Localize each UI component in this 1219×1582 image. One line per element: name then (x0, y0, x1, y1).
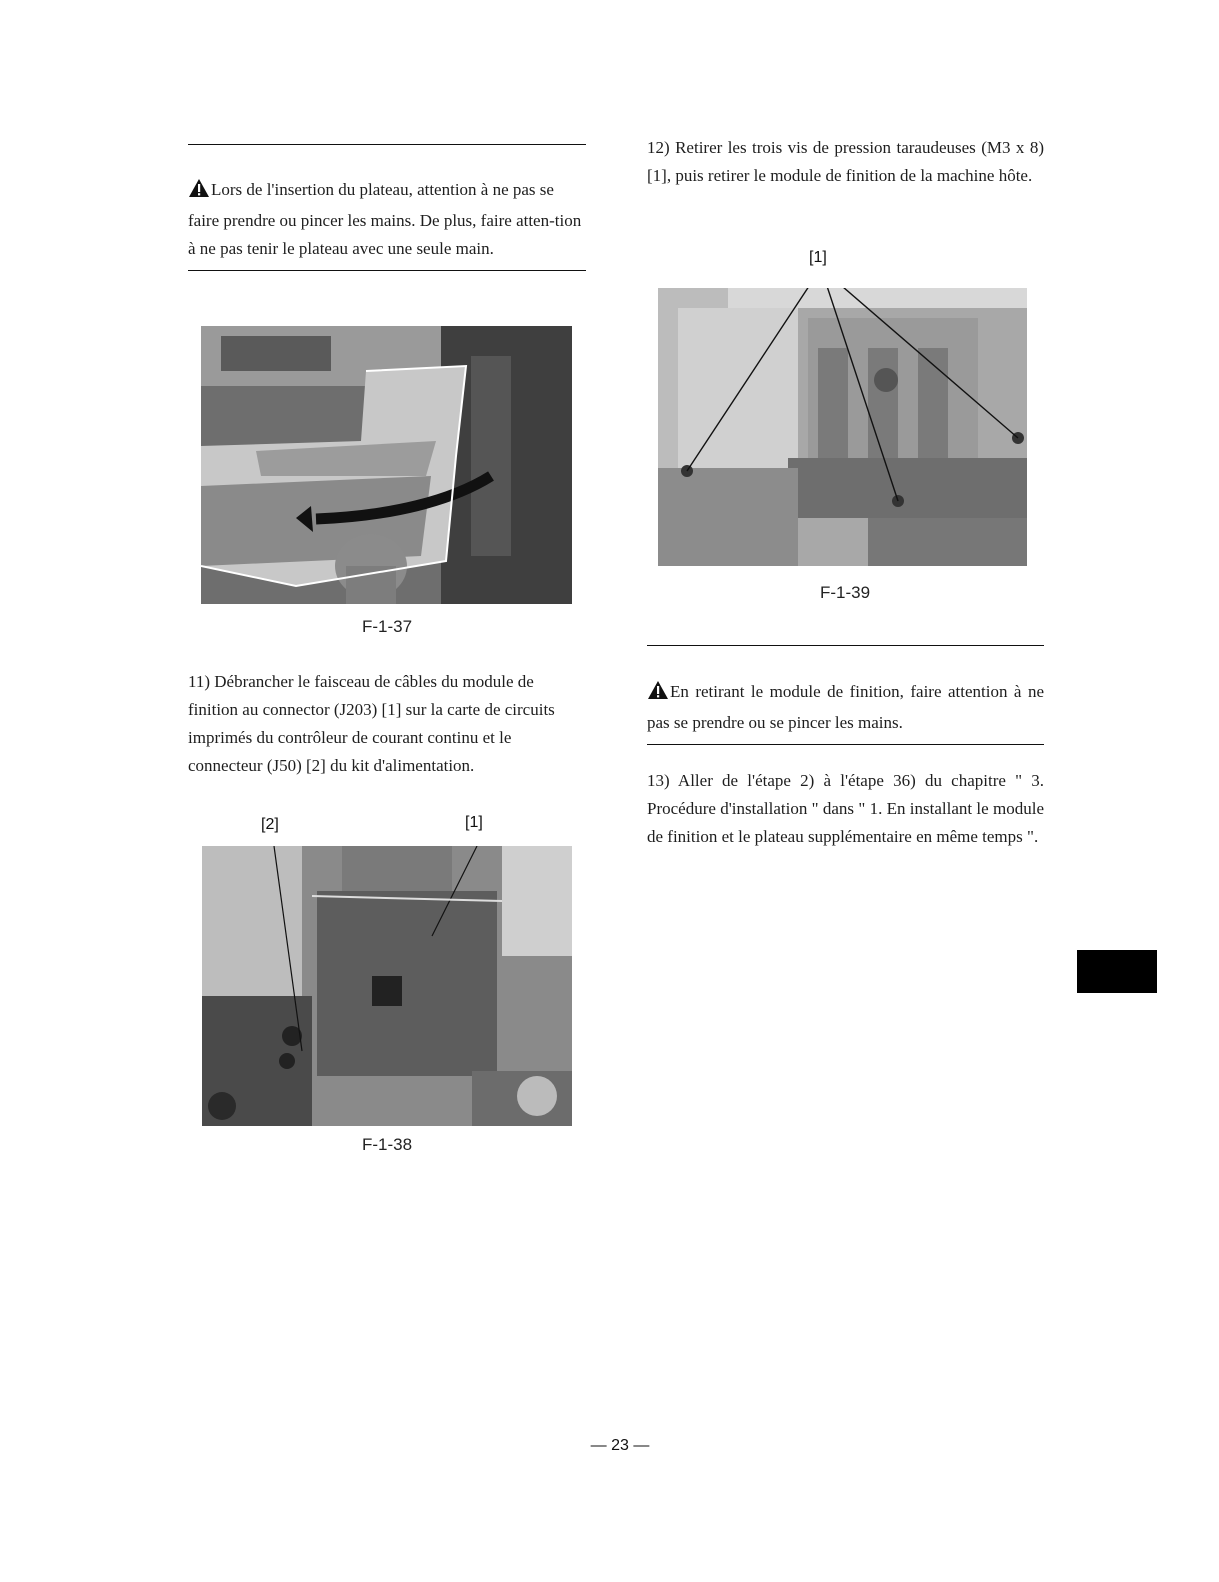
figure-37-photo (201, 326, 572, 604)
page-number: — 23 — (590, 1437, 650, 1454)
step-11-paragraph: 11) Débrancher le faisceau de câbles du module de finition au connector (J203) [1] sur la carte de circuits imprimés du contrôleur de courant continu et le connecteur (J50) [2] du kit d'alimentation. (188, 672, 555, 775)
warning-triangle-icon (647, 680, 669, 709)
figure-38-caption: F-1-38 (361, 1135, 413, 1154)
warning-1-paragraph (188, 176, 588, 263)
figure-39-photo (658, 288, 1027, 566)
step-13-paragraph: 13) Aller de l'étape 2) à l'étape 36) du chapitre " 3. Procédure d'installation " dans " 1. En installant le module de finition et le plateau supplémentaire en même temps ". (647, 771, 1044, 846)
figure-38-label-2: [2] (261, 816, 279, 833)
figure-37-caption: F-1-37 (361, 617, 413, 636)
figure-38-label-1: [1] (465, 814, 483, 831)
warning-2-top-rule (647, 645, 1044, 646)
warning-2-bottom-rule (647, 744, 1044, 745)
warning-triangle-icon (188, 178, 210, 207)
warning-1-bottom-rule (188, 270, 586, 271)
figure-39-label-1: [1] (809, 249, 827, 266)
warning-1-top-rule (188, 144, 586, 145)
section-tab-marker (1077, 950, 1157, 993)
figure-39-caption: F-1-39 (819, 583, 871, 602)
figure-38-photo (202, 846, 572, 1126)
warning-2-text: En retirant le module de finition, faire attention à ne pas se prendre ou se pincer les mains. (647, 682, 1044, 732)
warning-2-paragraph (647, 678, 1044, 737)
warning-1-text: Lors de l'insertion du plateau, attention à ne pas se faire prendre ou pincer les mains. De plus, faire atten-tion à ne pas tenir le plateau avec une seule main. (188, 180, 582, 258)
step-12-paragraph: 12) Retirer les trois vis de pression taraudeuses (M3 x 8) [1], puis retirer le module de finition de la machine hôte. (647, 138, 1044, 185)
